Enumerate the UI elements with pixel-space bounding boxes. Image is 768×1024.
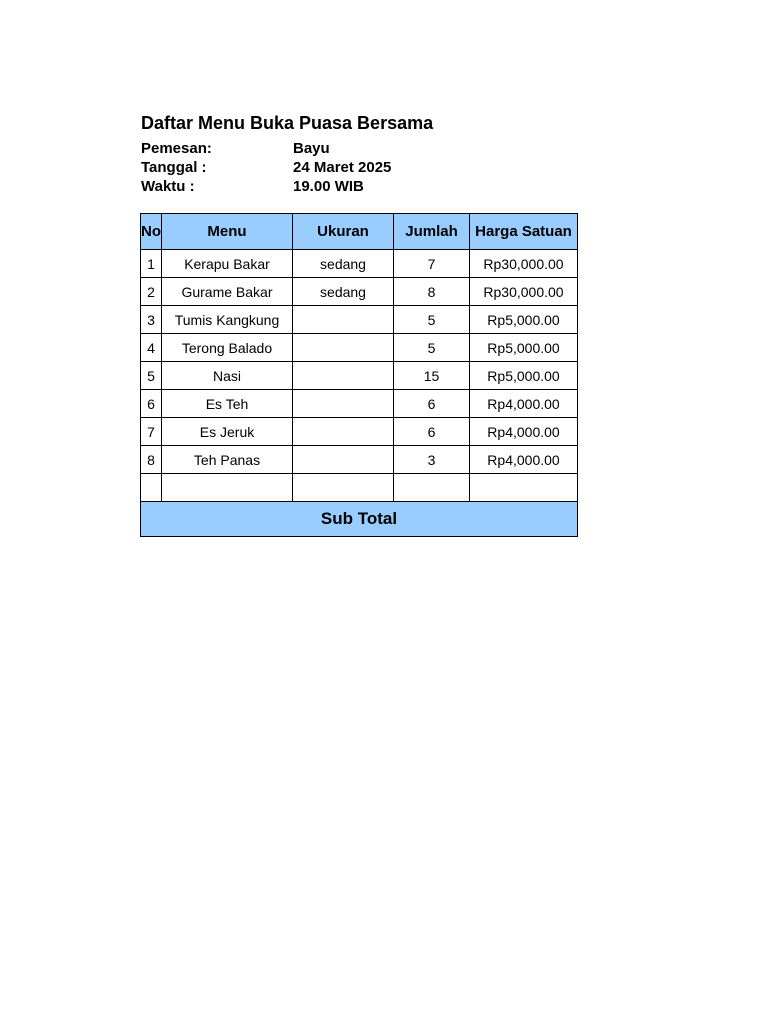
cell-harga: Rp30,000.00 — [470, 278, 578, 306]
cell-ukuran: sedang — [293, 250, 394, 278]
table-row — [141, 418, 578, 446]
cell-menu: Tumis Kangkung — [162, 306, 293, 334]
cell-harga-empty — [470, 474, 578, 502]
order-info — [141, 139, 391, 196]
document-title: Daftar Menu Buka Puasa Bersama — [141, 113, 434, 133]
cell-no: 2 — [141, 278, 162, 306]
customer-label: Pemesan: — [141, 140, 212, 157]
order-customer-row — [141, 139, 391, 158]
cell-harga: Rp30,000.00 — [470, 250, 578, 278]
table-row — [141, 278, 578, 306]
order-time-row — [141, 177, 391, 196]
table-row — [141, 390, 578, 418]
cell-jumlah: 5 — [394, 306, 470, 334]
cell-no: 7 — [141, 418, 162, 446]
cell-no: 1 — [141, 250, 162, 278]
cell-menu: Teh Panas — [162, 446, 293, 474]
cell-no: 3 — [141, 306, 162, 334]
time-label: Waktu : — [141, 178, 195, 195]
table-row — [141, 362, 578, 390]
cell-jumlah: 15 — [394, 362, 470, 390]
cell-harga: Rp4,000.00 — [470, 446, 578, 474]
customer-value: Bayu — [293, 140, 330, 157]
table-row — [141, 334, 578, 362]
cell-jumlah: 3 — [394, 446, 470, 474]
cell-no: 8 — [141, 446, 162, 474]
cell-harga: Rp5,000.00 — [470, 306, 578, 334]
cell-jumlah: 6 — [394, 418, 470, 446]
header-no: No — [141, 214, 162, 250]
cell-no: 4 — [141, 334, 162, 362]
header-harga-satuan: Harga Satuan — [470, 214, 578, 250]
menu-table — [140, 213, 578, 537]
cell-harga: Rp5,000.00 — [470, 334, 578, 362]
cell-ukuran — [293, 334, 394, 362]
cell-ukuran: sedang — [293, 278, 394, 306]
cell-menu: Terong Balado — [162, 334, 293, 362]
cell-harga: Rp4,000.00 — [470, 418, 578, 446]
cell-menu: Es Jeruk — [162, 418, 293, 446]
date-value: 24 Maret 2025 — [293, 159, 392, 176]
table-row — [141, 306, 578, 334]
table-row — [141, 446, 578, 474]
cell-no: 6 — [141, 390, 162, 418]
cell-jumlah: 7 — [394, 250, 470, 278]
table-header-row — [141, 214, 578, 250]
cell-jumlah: 5 — [394, 334, 470, 362]
cell-menu: Gurame Bakar — [162, 278, 293, 306]
header-ukuran: Ukuran — [293, 214, 394, 250]
cell-no: 5 — [141, 362, 162, 390]
cell-ukuran — [293, 390, 394, 418]
cell-ukuran — [293, 418, 394, 446]
cell-jumlah: 8 — [394, 278, 470, 306]
cell-harga: Rp4,000.00 — [470, 390, 578, 418]
cell-no-empty — [141, 474, 162, 502]
header-jumlah: Jumlah — [394, 214, 470, 250]
table-row-empty — [141, 474, 578, 502]
cell-menu: Kerapu Bakar — [162, 250, 293, 278]
cell-harga: Rp5,000.00 — [470, 362, 578, 390]
cell-menu: Es Teh — [162, 390, 293, 418]
cell-ukuran — [293, 362, 394, 390]
cell-jumlah-empty — [394, 474, 470, 502]
table-row — [141, 250, 578, 278]
time-value: 19.00 WIB — [293, 178, 364, 195]
cell-jumlah: 6 — [394, 390, 470, 418]
cell-ukuran-empty — [293, 474, 394, 502]
order-date-row — [141, 158, 391, 177]
cell-menu-empty — [162, 474, 293, 502]
cell-menu: Nasi — [162, 362, 293, 390]
header-menu: Menu — [162, 214, 293, 250]
subtotal-label: Sub Total — [141, 502, 578, 537]
cell-ukuran — [293, 446, 394, 474]
cell-ukuran — [293, 306, 394, 334]
date-label: Tanggal : — [141, 159, 207, 176]
subtotal-row — [141, 502, 578, 537]
